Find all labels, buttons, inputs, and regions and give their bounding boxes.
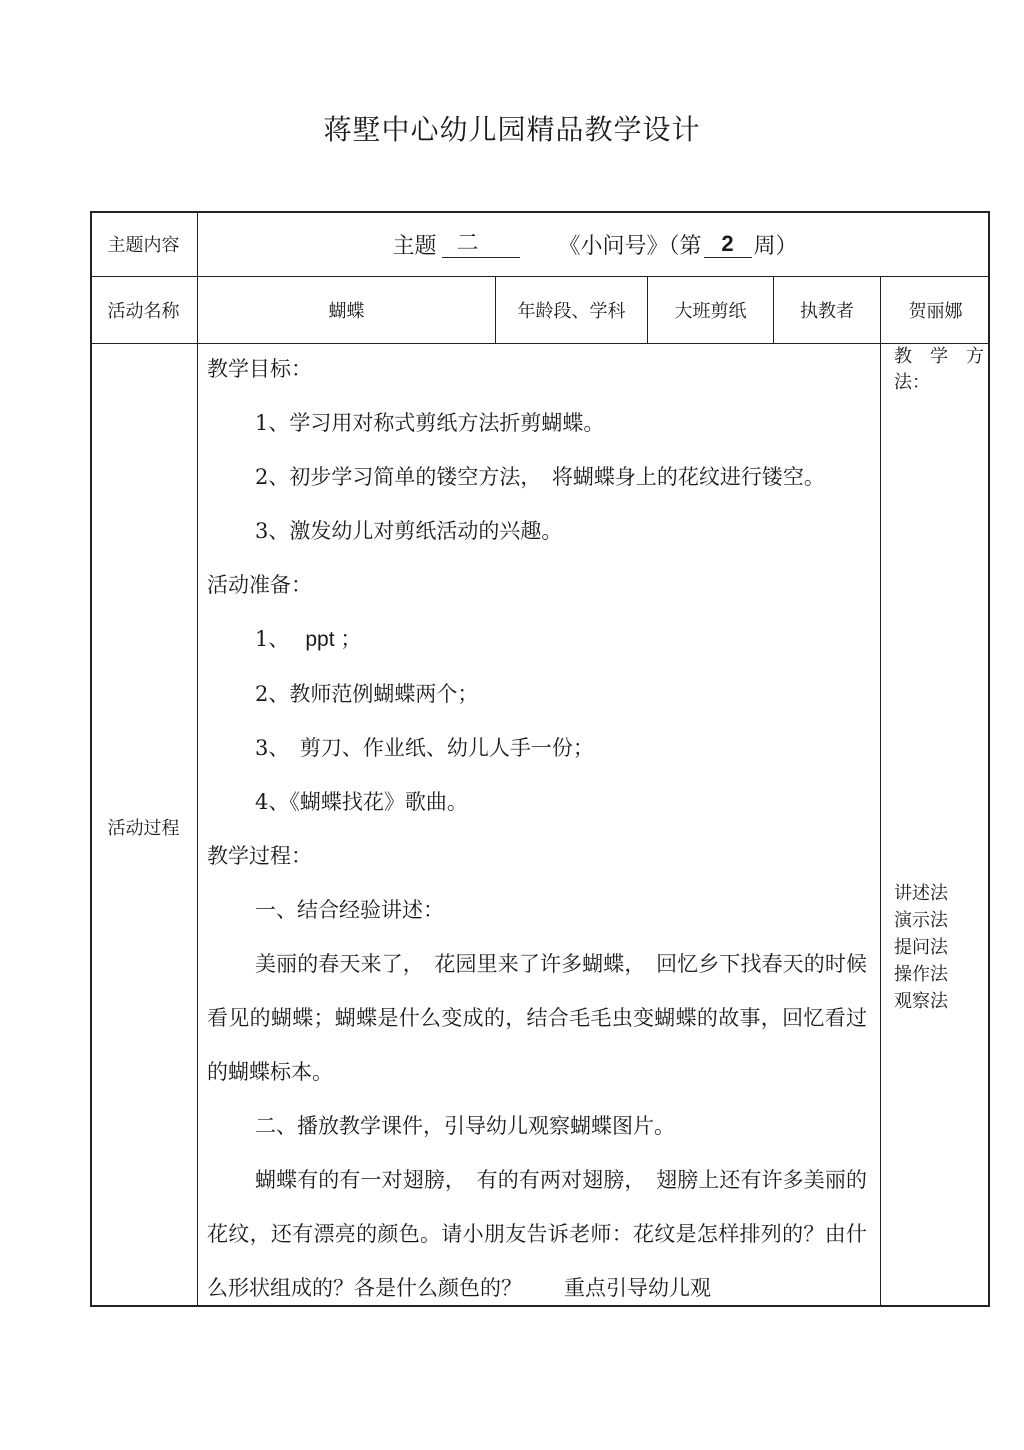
lesson-content xyxy=(207,342,867,1315)
process-label: 活动过程 xyxy=(107,818,180,839)
age-subject-label: 年龄段、学科 xyxy=(517,301,626,322)
age-subject: 大班剪纸 xyxy=(674,301,747,322)
teaching-methods-list xyxy=(894,880,984,1015)
teaching-method-label xyxy=(894,344,984,396)
teaching-method-item: 讲述法 xyxy=(894,883,948,904)
prep-item-text: ppt ； xyxy=(305,628,362,651)
prep-item: 3、 剪刀、作业纸、幼儿人手一份； xyxy=(255,736,594,760)
teacher-label: 执教者 xyxy=(800,301,854,322)
theme-prefix: 主题 xyxy=(392,233,437,259)
goal-item: 2、初步学习简单的镂空方法， 将蝴蝶身上的花纹进行镂空。 xyxy=(255,465,825,489)
teaching-method-label-line: 法： xyxy=(894,372,930,393)
prep-item: 2、教师范例蝴蝶两个； xyxy=(255,682,479,706)
goal-item: 1、学习用对称式剪纸方法折剪蝴蝶。 xyxy=(255,411,605,435)
col-divider-label xyxy=(197,211,198,1307)
prep-item xyxy=(207,612,867,667)
theme-suffix: 周） xyxy=(753,233,798,259)
activity-name: 蝴蝶 xyxy=(328,301,365,322)
theme-number: 二 xyxy=(442,231,520,258)
teaching-method-label-line: 教 学 方 xyxy=(894,346,984,367)
teaching-method-item: 观察法 xyxy=(894,991,948,1012)
goal-item: 3、激发幼儿对剪纸活动的兴趣。 xyxy=(255,519,563,543)
step-heading: 一、结合经验讲述： xyxy=(255,898,444,922)
prep-heading: 活动准备： xyxy=(207,573,312,597)
theme-value xyxy=(200,211,990,277)
goals-heading: 教学目标： xyxy=(207,357,312,381)
step-paragraph: 美丽的春天来了， 花园里来了许多蝴蝶， 回忆乡下找春天的时候看见的蝴蝶；蝴蝶是什么变成的，结合毛毛虫变蝴蝶的故事，回忆看过的蝴蝶标本。 xyxy=(207,952,867,1084)
teaching-method-item: 操作法 xyxy=(894,964,948,985)
theme-week: 2 xyxy=(704,231,752,258)
teaching-method-item: 演示法 xyxy=(894,910,948,931)
process-heading: 教学过程： xyxy=(207,844,312,868)
step-paragraph: 蝴蝶有的有一对翅膀， 有的有两对翅膀， 翅膀上还有许多美丽的花纹，还有漂亮的颜色。请小朋友告诉老师：花纹是怎样排列的？由什么形状组成的？各是什么颜色的？ 重点引导幼儿观 xyxy=(207,1168,867,1300)
activity-name-label: 活动名称 xyxy=(107,301,180,322)
document-title: 蒋墅中心幼儿园精品教学设计 xyxy=(323,113,701,146)
col-divider-teacher xyxy=(880,277,881,1307)
step-heading: 二、播放教学课件，引导幼儿观察蝴蝶图片。 xyxy=(255,1114,675,1138)
teaching-method-item: 提问法 xyxy=(894,937,948,958)
theme-label: 主题内容 xyxy=(107,235,180,256)
prep-item-number: 1、 xyxy=(255,627,290,651)
theme-name: 《小问号》（第 xyxy=(558,233,702,259)
teacher-name: 贺丽娜 xyxy=(908,301,963,322)
prep-item: 4、《蝴蝶找花》歌曲。 xyxy=(255,790,468,814)
